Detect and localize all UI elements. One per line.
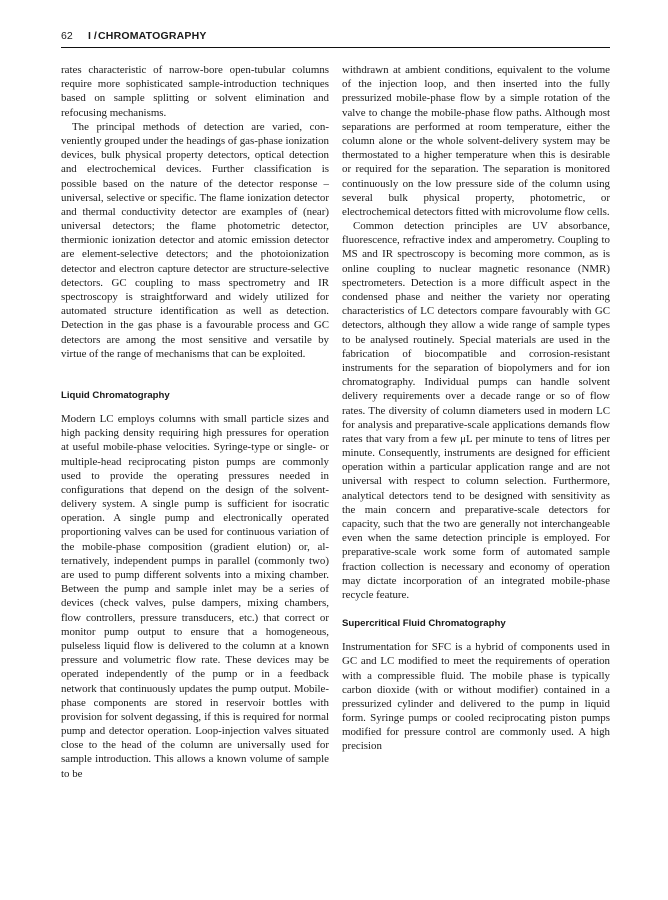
left-column xyxy=(61,63,329,781)
running-header xyxy=(61,30,610,44)
right-paragraph-1: withdrawn at ambient conditions, equivalent to the volume of the injection loop, and then inserted into the fully pressurized mobile-phase flow by a simple rotation of the valve to change the mobile-phase flow paths. Although most separations are performed at room temperature, either the column alone or the whole solvent-delivery system may be thermostated to a higher temperature when this is desirable or required for the separation. The separation is monitored continuously on the low pressure side of the column using several bulk physical property, photometric, or electrochemical detectors fitted with microvolume flow cells. xyxy=(342,64,610,218)
header-separator: I / xyxy=(88,30,97,42)
page-number: 62 xyxy=(61,30,73,42)
running-title: CHROMATOGRAPHY xyxy=(98,30,207,42)
left-paragraph-1: rates characteristic of narrow-bore open-tubular columns require more sophisticated sample-introduction techniques based on sample splitting or solvent elimination and refocusing mechanisms. xyxy=(61,64,329,119)
section-heading-liquid-chromatography: Liquid Chromatography xyxy=(61,389,170,401)
left-paragraph-2: The principal methods of detection are varied, conveniently grouped under the headings of gas-phase ionization devices, bulk physical property detectors, optical detection and electrochemical devices. Further classification is possible based on the nature of the detector response – universal, selective or specific. The flame ionization detector and thermal conductivity detector are examples of (near) universal detectors; the flame photometric detector, thermionic ionization detector and atomic emission detector are element-selective detectors; and the photoionization detector and electron capture detector are structure-selective detectors. GC coupling to mass spectrometry and IR spectroscopy is straightforward and widely utilized for automated structure identification as well as detection. Detection in the gas phase is a favourable process and GC detectors are among the most sensitive and versatile by virtue of the range of mechanisms that can be exploited. xyxy=(61,120,329,360)
header-rule xyxy=(61,47,610,48)
right-paragraph-3: Instrumentation for SFC is a hybrid of components used in GC and LC modified to meet the requirements of operation with a compressible fluid. The mobile phase is typically carbon dioxide (with or without modifier) contained in a pressurized cylinder and delivered to the pump in liquid form. Syringe pumps or cooled reciprocating piston pumps modified for pressure control are commonly used. A high precision xyxy=(342,641,610,753)
section-heading-supercritical-fluid-chromatography: Supercritical Fluid Chromatography xyxy=(342,618,506,630)
left-paragraph-3: Modern LC employs columns with small particle sizes and high packing density requiring high pressures for operation at useful mobile-phase velocities. Syringe-type or single- or multiple-head reciprocating piston pumps are commonly used to provide the operating pressures needed in configurations that depend on the design of the solvent-delivery system. A single pump is sufficient for isocratic operation. A single pump and electronically operated proportioning valves can be used for continuous variation of the mobile-phase composition (gradient elution) or, alternatively, independent pumps in parallel (commonly two) are used to pump different solvents into a mixing chamber. Between the pump and sample inlet may be a series of devices (check valves, pulse dampers, mixing chambers, flow controllers, pressure transducers, etc.) that correct or monitor pump output to ensure that a homogeneous, pulseless liquid flow is delivered to the column at a known pressure and volumetric flow rate. These devices may be operated independently of the pump or in a feedback network that continuously updates the pump output. Mobile-phase components are stored in reservoir bottles with provision for solvent degassing, if this is required for normal pump and detector operation. Loop-injection valves situated close to the head of the column are universally used for sample introduction. This allows a known volume of sample to be xyxy=(61,412,329,780)
right-column xyxy=(342,63,610,754)
right-paragraph-2: Common detection principles are UV absorbance, fluorescence, refractive index and amperometry. Coupling to MS and IR spectroscopy is becoming more common, as is online coupling to nuclear magnetic resonance (NMR) spectrometers. Detection is a more difficult aspect in the condensed phase and neither the variety nor operating characteristics of LC detectors compare favourably with GC detectors, although they allow a wide range of sample types to be analysed routinely. Special materials are used in the fabrication of biocompatible and corrosion-resistant instruments for the separation of biopolymers and for ion chromatography. Individual pumps can handle solvent delivery requirements over a decade range or so of flow rates. The diversity of column diameters used in modern LC for analysis and preparative-scale applications demands flow rates that vary from a few μL per minute to tens of litres per minute. Consequently, instruments are designed for efficient operation within a particular application range and are not universal with respect to column selection. Furthermore, analytical detectors tend to be designed with sensitivity as the main concern and preparative-scale detectors for capacity, such that the two are generally not interchangeable even when the same detection principle is employed. For preparative-scale work some form of automated sample fraction collection is necessary and economy of operation may dictate incorporation of an integrated mobile-phase recycle feature. xyxy=(342,220,610,601)
